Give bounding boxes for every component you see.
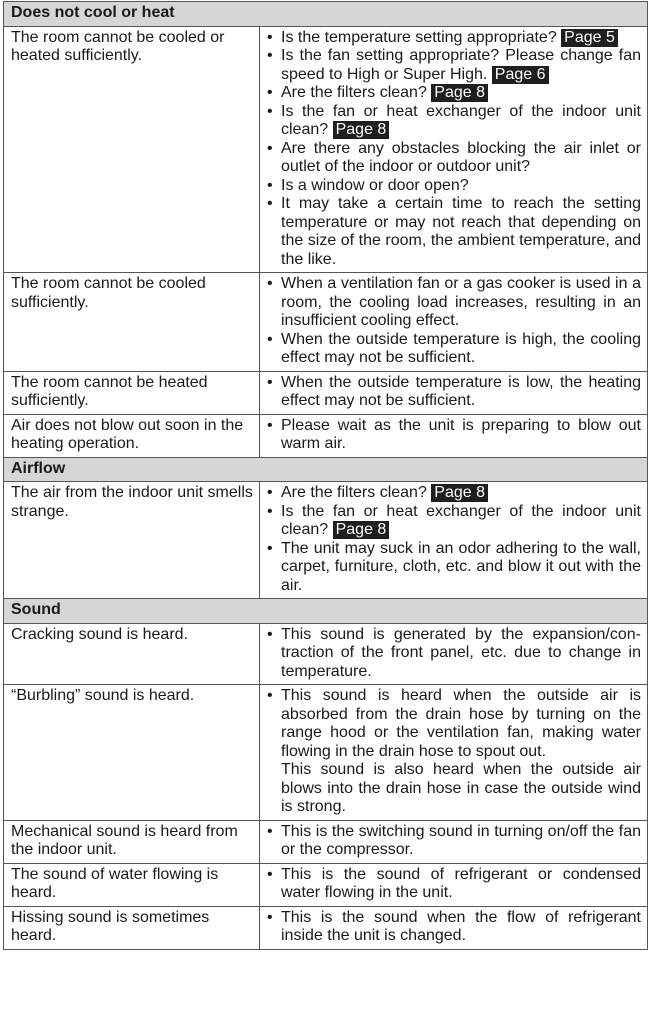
solution-item — [264, 823, 641, 860]
bullet-glyph: • — [267, 330, 273, 348]
solution-cell — [260, 623, 648, 685]
table-row — [4, 26, 648, 273]
solution-text: Are there any obstacles blocking the air inlet or outlet of the indoor or outdoor unit? — [281, 139, 641, 175]
solution-item — [264, 374, 641, 411]
solution-item — [264, 84, 641, 103]
troubleshooting-table — [3, 1, 648, 950]
bullet-glyph: • — [267, 373, 273, 391]
solution-text: Please wait as the unit is preparing to blow out warm air. — [281, 416, 641, 452]
bullet-glyph: • — [267, 908, 273, 926]
solution-cell — [260, 685, 648, 821]
solution-list — [264, 866, 641, 903]
bullet-glyph: • — [267, 275, 273, 292]
solution-text-continued: This sound is also heard when the outside air blows into the drain hose in case the outside wind is strong. — [281, 761, 641, 815]
solution-list — [264, 909, 641, 946]
section-header-row — [4, 2, 648, 27]
solution-text: Are the filters clean? — [281, 84, 432, 101]
solution-cell — [260, 371, 648, 414]
page-reference-badge: Page 5 — [561, 29, 618, 47]
solution-item — [264, 47, 641, 84]
solution-item — [264, 140, 641, 177]
solution-text: Is the fan setting appropriate? Please change fan speed to High or Super High. — [281, 47, 641, 83]
solution-text: This sound is heard when the outside air is absorbed from the drain hose by turning on the range hood or the ventilation fan, making water flowing in the drain hose to spout out. — [281, 687, 641, 760]
section-title: Airflow — [4, 457, 648, 482]
bullet-glyph: • — [267, 539, 273, 557]
solution-item — [264, 29, 641, 48]
solution-item — [264, 103, 641, 140]
bullet-glyph: • — [267, 47, 273, 64]
bullet-glyph: • — [267, 865, 273, 883]
solution-text: Is the fan or heat exchanger of the indoor unit clean? — [281, 102, 641, 138]
solution-item — [264, 503, 641, 540]
table-row — [4, 371, 648, 414]
solution-item — [264, 866, 641, 903]
table-row — [4, 685, 648, 821]
solution-item — [264, 687, 641, 817]
solution-item — [264, 275, 641, 331]
bullet-glyph: • — [267, 195, 273, 212]
page-reference-badge: Page 8 — [333, 521, 390, 539]
page-reference-badge: Page 8 — [333, 121, 390, 139]
problem-cell: The room cannot be cooled sufficiently. — [4, 273, 260, 372]
solution-text: The unit may suck in an odor adhering to the wall, carpet, furniture, cloth, etc. and blow it out with the air. — [281, 539, 641, 594]
solution-cell — [260, 26, 648, 273]
problem-cell: The room cannot be heated sufficiently. — [4, 371, 260, 414]
solution-cell — [260, 863, 648, 906]
section-header-row — [4, 457, 648, 482]
solution-text: It may take a certain time to reach the setting temperature or may not reach that depending on the size of the room, the ambient temperature, and the like. — [281, 195, 641, 268]
solution-cell — [260, 820, 648, 863]
bullet-glyph: • — [267, 822, 273, 840]
table-row — [4, 820, 648, 863]
table-row — [4, 906, 648, 949]
solution-cell — [260, 482, 648, 599]
solution-list — [264, 484, 641, 595]
bullet-glyph: • — [267, 687, 273, 704]
solution-item — [264, 177, 641, 196]
solution-item — [264, 417, 641, 454]
bullet-glyph: • — [267, 84, 273, 101]
bullet-glyph: • — [267, 139, 273, 157]
bullet-glyph: • — [267, 176, 273, 194]
problem-cell: Cracking sound is heard. — [4, 623, 260, 685]
solution-text: Is the temperature setting appropriate? — [281, 28, 562, 46]
bullet-glyph: • — [267, 416, 273, 434]
solution-item — [264, 331, 641, 368]
section-header-row — [4, 599, 648, 624]
problem-cell: The sound of water flowing is heard. — [4, 863, 260, 906]
solution-text: This sound is generated by the expansion/con-traction of the front panel, etc. due to change in temperature. — [281, 625, 641, 680]
bullet-glyph: • — [267, 625, 273, 643]
solution-list — [264, 687, 641, 817]
solution-text: This is the sound when the flow of refrigerant inside the unit is changed. — [281, 908, 641, 944]
table-row — [4, 863, 648, 906]
problem-cell: Hissing sound is sometimes heard. — [4, 906, 260, 949]
solution-cell — [260, 906, 648, 949]
solution-text: When a ventilation fan or a gas cooker is used in a room, the cooling load increases, resulting in an insufficient cooling effect. — [281, 275, 641, 329]
solution-cell — [260, 273, 648, 372]
solution-item — [264, 195, 641, 269]
solution-list — [264, 275, 641, 368]
page-reference-badge: Page 8 — [431, 84, 488, 102]
bullet-glyph: • — [267, 484, 273, 501]
solution-text: Is a window or door open? — [281, 176, 469, 194]
table-row — [4, 482, 648, 599]
table-row — [4, 414, 648, 457]
section-title: Sound — [4, 599, 648, 624]
solution-text: When the outside temperature is high, the cooling effect may not be sufficient. — [281, 330, 641, 366]
solution-item — [264, 484, 641, 503]
problem-cell: Mechanical sound is heard from the indoor unit. — [4, 820, 260, 863]
problem-cell: The room cannot be cooled or heated sufficiently. — [4, 26, 260, 273]
solution-text: Are the filters clean? — [281, 484, 432, 501]
bullet-glyph: • — [267, 102, 273, 120]
solution-list — [264, 417, 641, 454]
page-reference-badge: Page 6 — [492, 66, 549, 84]
bullet-glyph: • — [267, 502, 273, 520]
page-reference-badge: Page 8 — [431, 484, 488, 502]
solution-item — [264, 540, 641, 596]
solution-list — [264, 823, 641, 860]
solution-text: When the outside temperature is low, the heating effect may not be sufficient. — [281, 373, 641, 409]
solution-text: This is the switching sound in turning on/off the fan or the compressor. — [281, 822, 641, 858]
problem-cell: Air does not blow out soon in the heating operation. — [4, 414, 260, 457]
solution-list — [264, 374, 641, 411]
section-title: Does not cool or heat — [4, 2, 648, 27]
solution-list — [264, 29, 641, 270]
problem-cell: The air from the indoor unit smells strange. — [4, 482, 260, 599]
solution-item — [264, 909, 641, 946]
table-row — [4, 623, 648, 685]
problem-cell: “Burbling” sound is heard. — [4, 685, 260, 821]
solution-text: Is the fan or heat exchanger of the indoor unit clean? — [281, 502, 641, 538]
solution-text: This is the sound of refrigerant or condensed water flowing in the unit. — [281, 865, 641, 901]
solution-cell — [260, 414, 648, 457]
table-row — [4, 273, 648, 372]
troubleshooting-table-body — [4, 2, 648, 950]
bullet-glyph: • — [267, 28, 273, 46]
solution-item — [264, 626, 641, 682]
solution-list — [264, 626, 641, 682]
